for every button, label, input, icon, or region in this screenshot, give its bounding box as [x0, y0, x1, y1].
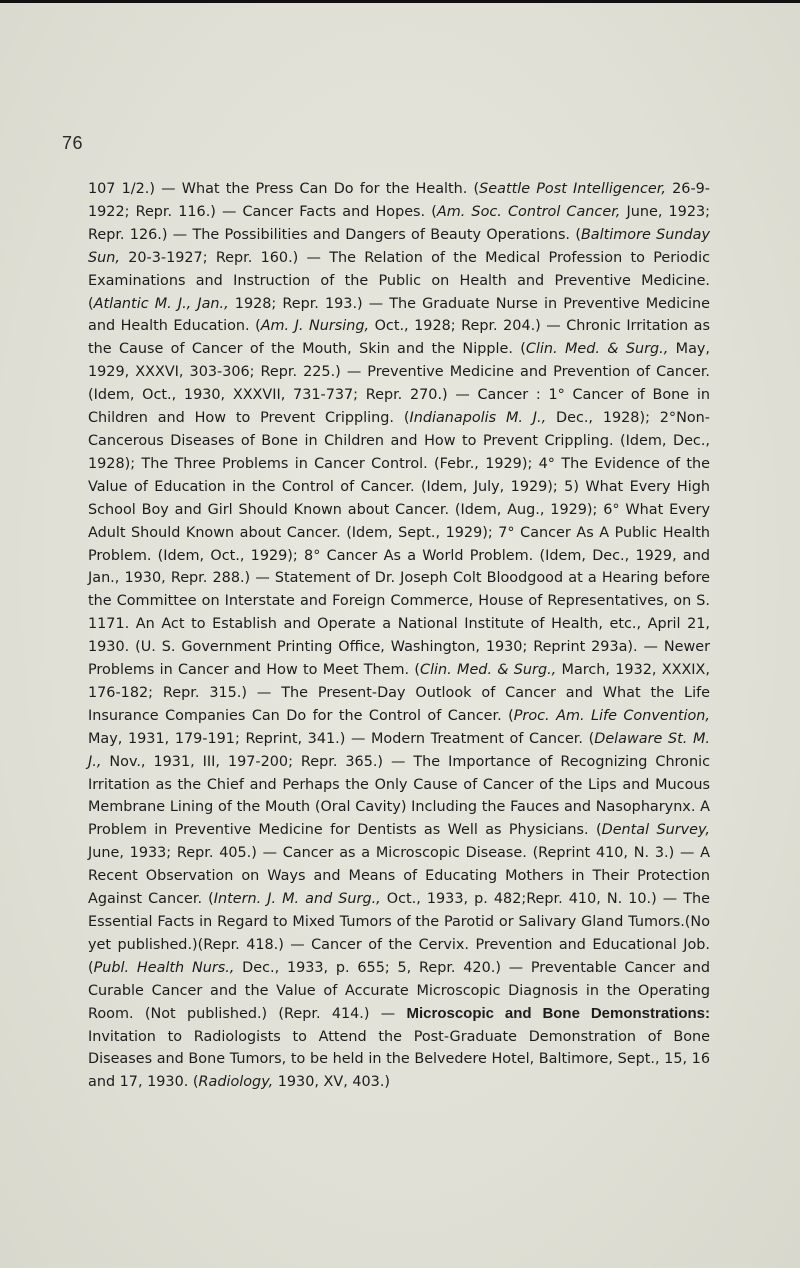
text-run: March, 1932, XXXIX, 176-182; Repr. 315.) — The Present-Day Outlook of Cancer and What the Life Insurance Companies Can Do for the Control of Cancer. (: [88, 662, 710, 724]
text-run: June, 1923; Repr. 126.) — The Possibilities and Dangers of Beauty Operations. (: [88, 203, 710, 243]
citation-source: Am. J. Nursing,: [260, 318, 370, 335]
text-run: 1928; Repr. 193.) — The Graduate Nurse in Preventive Medicine and Health Education. (: [88, 295, 710, 335]
text-run: Nov., 1931, III, 197-200; Repr. 365.) — The Importance of Recognizing Chronic Irritation as the Chief and Perhaps the Only Cause of Cancer of the Lips and Mucous Membrane Lining of the Mouth (Oral Cavity) Including the Fauces and Nasopharynx. A Problem in Preventive Medicine for Dentists as Well as Physicians. (: [88, 753, 710, 839]
text-run: Dec., 1933, p. 655; 5, Repr. 420.) — Preventable Cancer and Curable Cancer and the Value of Accurate Microscopic Diagnosis in the Operating Room. (Not published.) (Repr. 414.) —: [88, 959, 710, 1022]
citation-source: Radiology,: [198, 1074, 274, 1091]
top-border-line: [0, 0, 800, 3]
citation-source: Clin. Med. & Surg.,: [525, 341, 669, 358]
text-run: 26-9-1922; Repr. 116.) — Cancer Facts and Hopes. (: [88, 181, 710, 220]
citation-source: Atlantic M. J., Jan.,: [93, 295, 229, 312]
section-heading-inline: Microscopic and Bone Demonstrations:: [406, 1004, 711, 1022]
text-run: May, 1929, XXXVI, 303-306; Repr. 225.) — Preventive Medicine and Prevention of Cancer. (Idem, Oct., 1930, XXXVII, 731-737; Repr. 270.) — Cancer : 1° Cancer of Bone in Children and How to Prevent Crippling. (: [88, 341, 710, 427]
citation-source: Am. Soc. Control Cancer,: [436, 203, 621, 220]
text-run: Dec., 1928); 2°Non-Cancerous Diseases of Bone in Children and How to Prevent Crippling. (Idem, Dec., 1928); The Three Problems in Cancer Control. (Febr., 1929); 4° The Evidence of the Value of Education in the Control of Cancer. (Idem, July, 1929); 5) What Every High School Boy and Girl Should Known about Cancer. (Idem, Aug., 1929); 6° What Every Adult Should Known about Cancer. (Idem, Sept., 1929); 7° Cancer As A Public Health Problem. (Idem, Oct., 1929); 8° Cancer As a World Problem. (Idem, Dec., 1929, and Jan., 1930, Repr. 288.) — Statement of Dr. Joseph Colt Bloodgood at a Hearing before the Committee on Interstate and Foreign Commerce, House of Representatives, on S. 1171. An Act to Establish and Operate a National Institute of Health, etc., April 21, 1930. (U. S. Government Printing Office, Washington, 1930; Reprint 293a). — Newer Problems in Cancer and How to Meet Them. (: [88, 410, 710, 679]
text-run: 20-3-1927; Repr. 160.) — The Relation of the Medical Profession to Periodic Examinations and Instruction of the Public on Health and Preventive Medicine. (: [88, 249, 710, 312]
citation-source: Clin. Med. & Surg.,: [420, 662, 557, 679]
text-run: May, 1931, 179-191; Reprint, 341.) — Modern Treatment of Cancer. (: [88, 730, 595, 747]
text-run: 107 1/2.) — What the Press Can Do for the Health. (: [88, 181, 480, 197]
text-run: Oct., 1928; Repr. 204.) — Chronic Irritation as the Cause of Cancer of the Mouth, Skin and the Nipple. (: [88, 318, 710, 358]
citation-source: Delaware St. M. J.,: [88, 730, 710, 770]
citation-source: Proc. Am. Life Convention,: [513, 707, 710, 724]
text-run: Invitation to Radiologists to Attend the Post-Graduate Demonstration of Bone Diseases and Bone Tumors, to be held in the Belvedere Hotel, Baltimore, Sept., 15, 16 and 17, 1930. (: [88, 1028, 710, 1091]
citation-source: Seattle Post Intelligencer,: [479, 181, 666, 197]
text-run: 1930, XV, 403.): [273, 1074, 391, 1091]
text-run: June, 1933; Repr. 405.) — Cancer as a Microscopic Disease. (Reprint 410, N. 3.) — A Recent Observation on Ways and Means of Educating Mothers in Their Protection Against Cancer. (: [88, 845, 710, 908]
text-run: Oct., 1933, p. 482;Repr. 410, N. 10.) — The Essential Facts in Regard to Mixed Tumors of the Parotid or Salivary Gland Tumors.(No yet published.)(Repr. 418.) — Cancer of the Cervix. Prevention and Educational Job. (: [88, 891, 711, 976]
citation-source: Publ. Health Nurs.,: [93, 959, 235, 976]
citation-source: Intern. J. M. and Surg.,: [213, 891, 381, 908]
page-number: 76: [62, 133, 84, 153]
citation-source: Baltimore Sunday Sun,: [88, 226, 711, 266]
citation-source: Dental Survey,: [601, 822, 711, 839]
bibliography-paragraph: [88, 178, 710, 1094]
citation-source: Indianapolis M. J.,: [409, 410, 547, 427]
